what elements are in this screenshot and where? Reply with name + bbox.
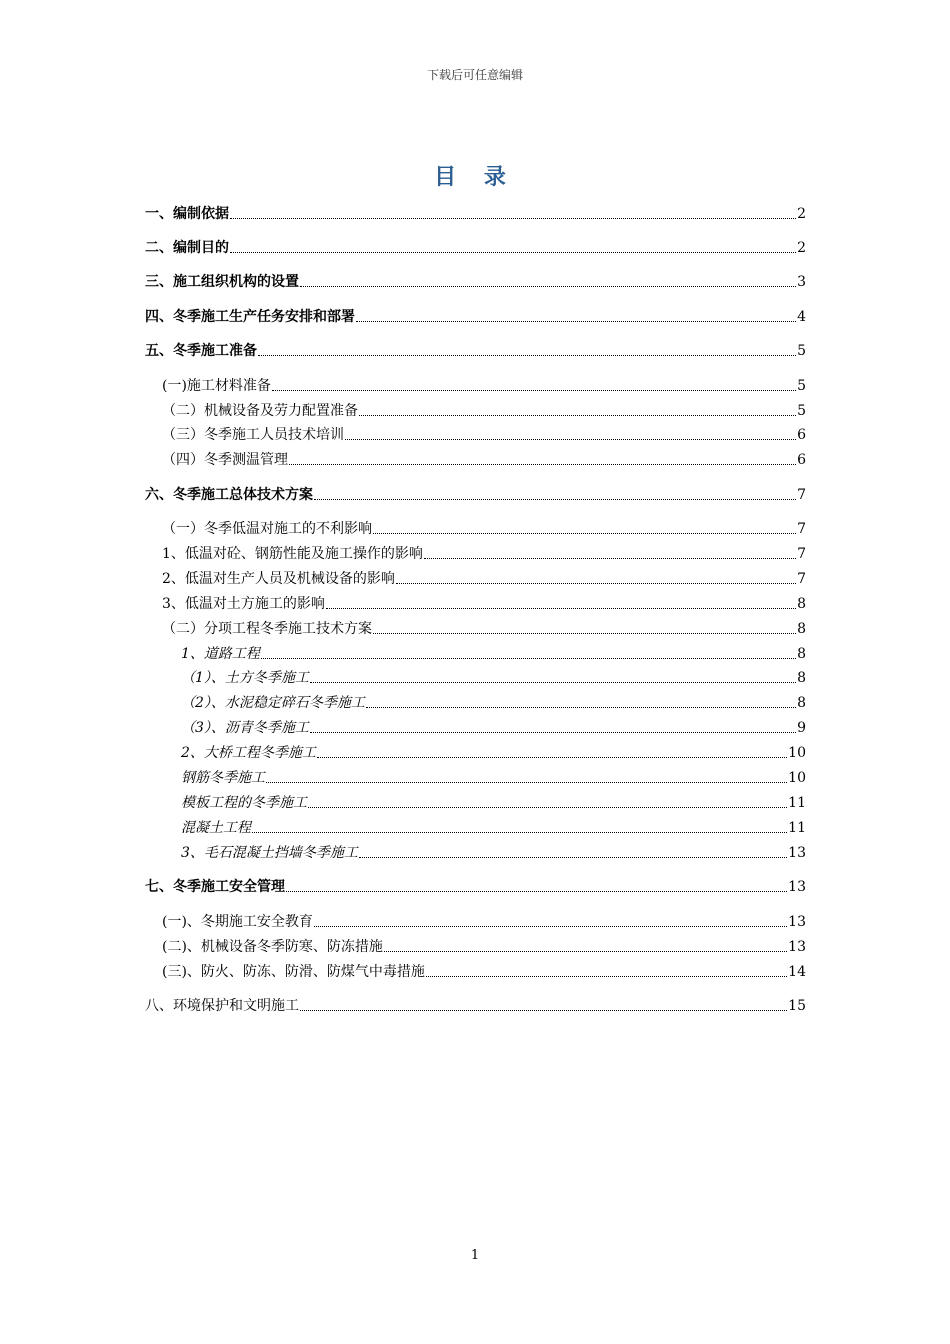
- toc-entry-page: 3: [797, 274, 806, 290]
- toc-entry-label: 1、道路工程: [181, 646, 260, 662]
- toc-entry-label: （一）冬季低温对施工的不利影响: [162, 521, 372, 537]
- toc-entry[interactable]: [181, 643, 806, 665]
- toc-entry[interactable]: [181, 792, 806, 814]
- toc-entry-label: （三）冬季施工人员技术培训: [162, 427, 344, 443]
- toc-entry[interactable]: [162, 449, 806, 471]
- toc-entry-label: 混凝土工程: [181, 820, 251, 836]
- toc-leader-dots: [310, 732, 796, 733]
- toc-entry[interactable]: [162, 568, 806, 590]
- toc-entry-label: 七、冬季施工安全管理: [145, 879, 285, 895]
- toc-entry-label: 2、低温对生产人员及机械设备的影响: [162, 571, 395, 587]
- toc-title: 目 录: [434, 164, 516, 190]
- toc-entry-label: （二）分项工程冬季施工技术方案: [162, 621, 372, 637]
- toc-entry-label: 八、环境保护和文明施工: [145, 998, 299, 1014]
- toc-entry[interactable]: [181, 767, 806, 789]
- toc-leader-dots: [326, 608, 796, 609]
- toc-entry-page: 7: [797, 487, 806, 503]
- toc-entry-label: （二）机械设备及劳力配置准备: [162, 403, 358, 419]
- toc-entry-label: 3、低温对土方施工的影响: [162, 596, 325, 612]
- toc-leader-dots: [345, 439, 796, 440]
- toc-entry-page: 11: [788, 795, 806, 811]
- toc-leader-dots: [396, 583, 796, 584]
- toc-entry-label: (一)、冬期施工安全教育: [162, 914, 313, 930]
- toc-entry-page: 15: [788, 998, 806, 1014]
- toc-leader-dots: [230, 252, 796, 253]
- toc-entry-page: 8: [797, 646, 806, 662]
- toc-entry-label: 钢筋冬季施工: [181, 770, 265, 786]
- toc-entry[interactable]: [145, 237, 806, 259]
- toc-leader-dots: [258, 355, 796, 356]
- toc-entry-page: 8: [797, 621, 806, 637]
- toc-leader-dots: [300, 1010, 787, 1011]
- toc-entry-label: 三、施工组织机构的设置: [145, 274, 299, 290]
- toc-entry[interactable]: [145, 340, 806, 362]
- toc-entry-label: （1）、土方冬季施工: [181, 670, 309, 686]
- toc-entry[interactable]: [162, 424, 806, 446]
- toc-entry[interactable]: [181, 717, 806, 739]
- toc-entry[interactable]: [145, 306, 806, 328]
- toc-entry-page: 5: [797, 378, 806, 394]
- toc-entry-page: 13: [788, 939, 806, 955]
- toc-entry[interactable]: [181, 817, 806, 839]
- toc-entry[interactable]: [145, 271, 806, 293]
- toc-entry-page: 11: [788, 820, 806, 836]
- page-number: 1: [470, 1248, 480, 1263]
- toc-leader-dots: [261, 658, 796, 659]
- toc-leader-dots: [384, 951, 787, 952]
- toc-leader-dots: [286, 891, 787, 892]
- toc-leader-dots: [300, 286, 796, 287]
- toc-entry-label: (一)施工材料准备: [162, 378, 271, 394]
- toc-entry-label: 一、编制依据: [145, 206, 229, 222]
- toc-leader-dots: [289, 464, 796, 465]
- toc-entry-page: 14: [788, 964, 806, 980]
- toc-entry-page: 7: [797, 521, 806, 537]
- toc-entry-label: 1、低温对砼、钢筋性能及施工操作的影响: [162, 546, 423, 562]
- toc-leader-dots: [373, 533, 796, 534]
- toc-leader-dots: [373, 633, 796, 634]
- toc-entry-label: (二)、机械设备冬季防寒、防冻措施: [162, 939, 383, 955]
- toc-entry[interactable]: [162, 518, 806, 540]
- toc-entry-label: （四）冬季测温管理: [162, 452, 288, 468]
- toc-entry-page: 9: [797, 720, 806, 736]
- toc-leader-dots: [359, 415, 796, 416]
- toc-entry[interactable]: [162, 375, 806, 397]
- toc-entry-label: 模板工程的冬季施工: [181, 795, 307, 811]
- toc-entry-page: 10: [788, 770, 806, 786]
- toc-entry-label: （3）、沥青冬季施工: [181, 720, 309, 736]
- toc-leader-dots: [310, 682, 796, 683]
- toc-entry-page: 10: [788, 745, 806, 761]
- toc-leader-dots: [314, 926, 787, 927]
- toc-entry-label: 四、冬季施工生产任务安排和部署: [145, 309, 355, 325]
- toc-entry-label: (三)、防火、防冻、防滑、防煤气中毒措施: [162, 964, 425, 980]
- toc-entry[interactable]: [162, 400, 806, 422]
- toc-entry-page: 4: [797, 309, 806, 325]
- toc-entry[interactable]: [162, 618, 806, 640]
- toc-entry[interactable]: [145, 484, 806, 506]
- toc-leader-dots: [317, 757, 787, 758]
- toc-leader-dots: [426, 976, 787, 977]
- toc-entry[interactable]: [145, 995, 806, 1017]
- toc-entry-page: 7: [797, 571, 806, 587]
- toc-entry-page: 13: [788, 879, 806, 895]
- toc-entry-page: 6: [797, 452, 806, 468]
- toc-entry-page: 7: [797, 546, 806, 562]
- toc-entry[interactable]: [162, 911, 806, 933]
- toc-leader-dots: [356, 321, 796, 322]
- toc-entry-label: 五、冬季施工准备: [145, 343, 257, 359]
- toc-entry[interactable]: [162, 543, 806, 565]
- toc-entry[interactable]: [181, 842, 806, 864]
- toc-leader-dots: [272, 390, 796, 391]
- toc-leader-dots: [424, 558, 796, 559]
- toc-leader-dots: [314, 499, 796, 500]
- toc-entry-page: 8: [797, 695, 806, 711]
- toc-entry[interactable]: [145, 876, 806, 898]
- toc-entry-label: 2、大桥工程冬季施工: [181, 745, 316, 761]
- toc-entry[interactable]: [162, 961, 806, 983]
- toc-leader-dots: [266, 782, 787, 783]
- toc-entry-page: 13: [788, 914, 806, 930]
- toc-leader-dots: [252, 832, 787, 833]
- toc-leader-dots: [359, 857, 787, 858]
- toc-entry-label: 二、编制目的: [145, 240, 229, 256]
- header-note: 下载后可任意编辑: [426, 68, 523, 82]
- toc-entry-page: 5: [797, 343, 806, 359]
- toc-entry-label: （2）、水泥稳定碎石冬季施工: [181, 695, 365, 711]
- toc-entry-label: 六、冬季施工总体技术方案: [145, 487, 313, 503]
- toc-entry-page: 8: [797, 670, 806, 686]
- toc-entry[interactable]: [145, 203, 806, 225]
- toc-entry-page: 8: [797, 596, 806, 612]
- toc-entry[interactable]: [162, 936, 806, 958]
- toc-entry-page: 2: [797, 240, 806, 256]
- toc-entry-page: 13: [788, 845, 806, 861]
- toc-leader-dots: [308, 807, 787, 808]
- toc-entry-page: 6: [797, 427, 806, 443]
- toc-entry-page: 2: [797, 206, 806, 222]
- toc-leader-dots: [230, 218, 796, 219]
- toc-entry[interactable]: [181, 692, 806, 714]
- toc-entry[interactable]: [162, 593, 806, 615]
- toc-entry[interactable]: [181, 742, 806, 764]
- toc-entry-page: 5: [797, 403, 806, 419]
- toc-entry[interactable]: [181, 667, 806, 689]
- toc-entry-label: 3、毛石混凝土挡墙冬季施工: [181, 845, 358, 861]
- toc-leader-dots: [366, 707, 796, 708]
